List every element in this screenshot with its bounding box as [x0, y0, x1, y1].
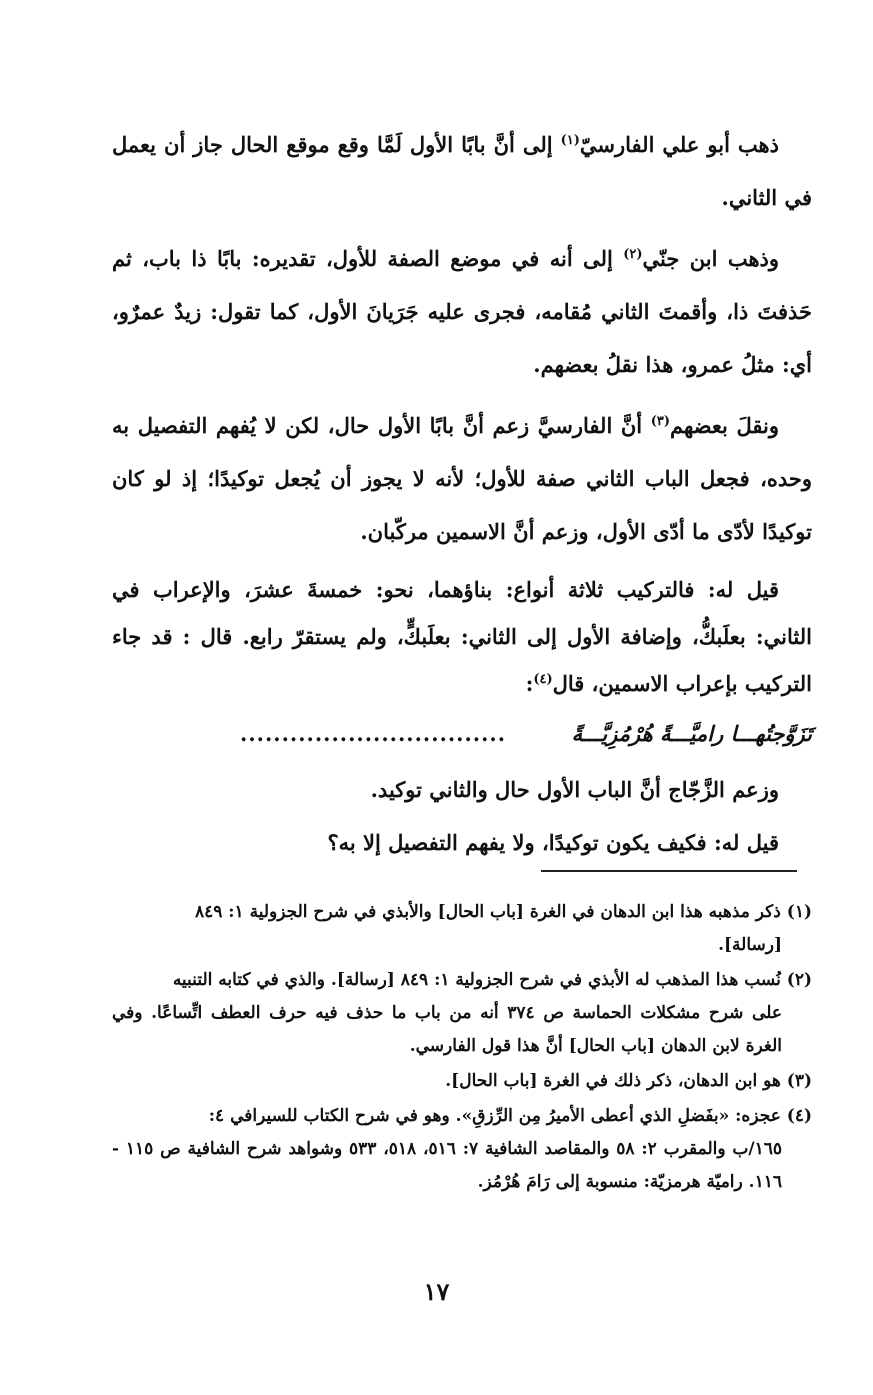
poetry-verse — [112, 711, 812, 757]
paragraph-1-part-b: إلى أنَّ بابًا الأول لَمَّا وقع موقع الحال جاز أن يعمل في الثاني. — [112, 132, 812, 210]
main-text — [112, 118, 812, 869]
footnote-4-number: (٤) — [786, 1106, 812, 1126]
paragraph-3-part-a: ونقلَ بعضهم — [670, 413, 779, 438]
footnote-ref-2[interactable]: (٢) — [623, 247, 643, 262]
footnote-ref-1[interactable]: (١) — [560, 133, 580, 148]
footnote-2-text: نُسب هذا المذهب له الأبذي في شرح الجزولية ١: ٨٤٩ [رسالة]. والذي في كتابه التنبيه — [172, 970, 787, 990]
footnote-2-number: (٢) — [786, 970, 812, 990]
footnote-4-text: عجزه: «بفَضلِ الذي أعطى الأميرُ مِن الرِّزقِ». وهو في شرح الكتاب للسيرافي ٤: — [208, 1106, 787, 1126]
footnote-1-text: ذكر مذهبه هذا ابن الدهان في الغرة [باب الحال] والأبذي في شرح الجزولية ١: ٨٤٩ — [194, 902, 787, 922]
footnote-3-text: هو ابن الدهان، ذكر ذلك في الغرة [باب الحال]. — [445, 1071, 787, 1091]
footnote-4 — [112, 1100, 812, 1199]
footnote-3-number: (٣) — [786, 1071, 812, 1091]
footnote-2 — [112, 964, 812, 1063]
paragraph-1 — [112, 118, 812, 224]
footnote-2-continuation: على شرح مشكلات الحماسة ص ٣٧٤ أنه من باب ما حذف فيه حرف العطف اتِّساعًا. وفي الغرة لابن الدهان [باب الحال] أنَّ هذا قول الفارسي. — [112, 1003, 782, 1056]
paragraph-2-part-a: وذهب ابن جنّي — [642, 246, 780, 271]
paragraph-3-part-b: أنَّ الفارسيَّ زعم أنَّ بابًا الأول حال، لكن لا يُفهم التفصيل به وحده، فجعل الباب الثاني صفة للأول؛ لأنه لا يجوز أن يُجعل توكيدًا؛ إذ لو كان توكيدًا لأدّى ما أدّى الأول، وزعم أنَّ الاسمين مركّبان. — [112, 413, 812, 544]
footnote-4-continuation: ١٦٥/ب والمقرب ٢: ٥٨ والمقاصد الشافية ٧: ٥١٦، ٥١٨، ٥٣٣ وشواهد شرح الشافية ص ١١٥ - ١١٦. راميّة هرمزيّة: منسوبة إلى رَامَ هُرْمُز. — [112, 1139, 783, 1192]
footnote-ref-3[interactable]: (٣) — [650, 414, 671, 429]
paragraph-3 — [112, 399, 812, 558]
verse-second-hemistich: ................................ — [240, 721, 506, 746]
verse-first-hemistich: تَزَوَّجتُهـــا راميَّـــةً هُرْمُزِيَّـــةً — [571, 721, 812, 746]
footnote-ref-4[interactable]: (٤) — [533, 672, 553, 687]
paragraph-5: وزعم الزَّجّاج أنَّ الباب الأول حال والثاني توكيد. — [370, 777, 779, 802]
paragraph-4 — [112, 566, 812, 707]
paragraph-2 — [112, 232, 812, 391]
footnote-1 — [112, 896, 812, 962]
paragraph-4-part-a: قيل له: فالتركيب ثلاثة أنواع: بناؤهما، نحو: خمسةَ عشرَ، والإعراب في الثاني: بعلَبكُّ، وإضافة الأول إلى الثاني: بعلَبكٍّ، ولم يستقرّ رابع. قال : قد جاء التركيب بإعراب الاسمين، قال — [112, 577, 812, 696]
footnotes — [112, 896, 812, 1201]
footnote-1-number: (١) — [786, 902, 812, 922]
paragraph-4-part-b: : — [525, 671, 534, 696]
paragraph-1-part-a: ذهب أبو علي الفارسيّ — [579, 132, 779, 157]
footnote-3 — [112, 1065, 812, 1098]
paragraph-6: قيل له: فكيف يكون توكيدًا، ولا يفهم التفصيل إلا به؟ — [327, 830, 779, 855]
footnote-1-continuation: [رسالة]. — [718, 935, 782, 955]
paragraph-2-part-b: إلى أنه في موضع الصفة للأول، تقديره: بابًا ذا باب، ثم حَذفتَ ذا، وأقمتَ الثاني مُقامه، فجرى عليه جَرَيانَ الأول، كما تقول: زيدٌ عمرٌو، أي: مثلُ عمرو، هذا نقلُ بعضهم. — [112, 246, 812, 377]
footnote-separator — [541, 870, 797, 872]
page-number: ١٧ — [423, 1277, 450, 1306]
